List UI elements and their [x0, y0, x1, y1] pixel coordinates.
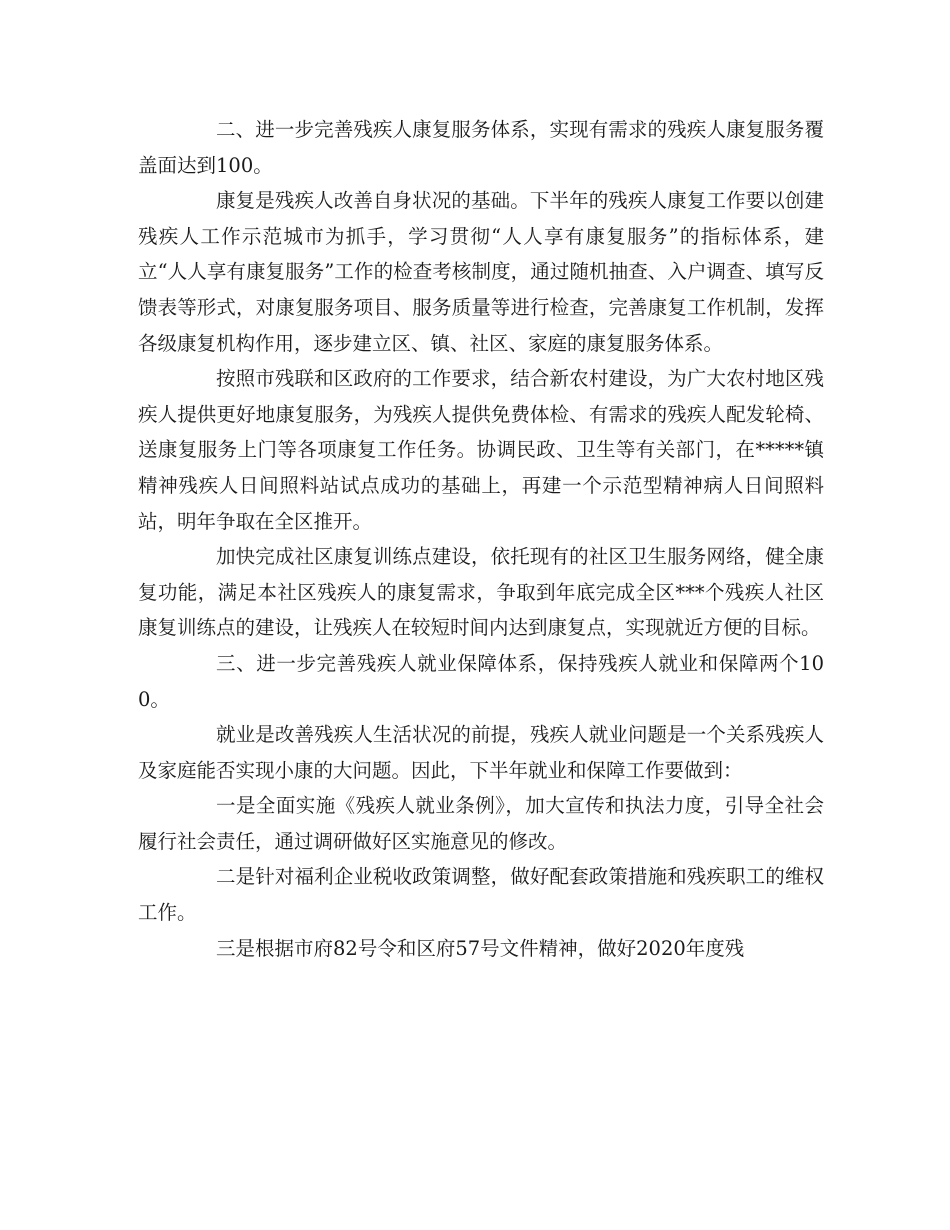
paragraph-employment-premise: 就业是改善残疾人生活状况的前提，残疾人就业问题是一个关系残疾人及家庭能否实现小康的大问题。因此，下半年就业和保障工作要做到： — [138, 723, 824, 782]
section-heading-employment: 三、进一步完善残疾人就业保障体系，保持残疾人就业和保障两个100。 — [138, 651, 824, 711]
list-item-one: 一是全面实施《残疾人就业条例》，加大宣传和执法力度，引导全社会履行社会责任，通过调研做好区实施意见的修改。 — [138, 794, 824, 853]
section-heading-rehabilitation: 二、进一步完善残疾人康复服务体系，实现有需求的残疾人康复服务覆盖面达到100。 — [138, 118, 824, 177]
paragraph-rehabilitation-basis: 康复是残疾人改善自身状况的基础。下半年的残疾人康复工作要以创建残疾人工作示范城市为抓手，学习贯彻“人人享有康复服务”的指标体系，建立“人人享有康复服务”工作的检查考核制度，通过随机抽查、入户调查、填写反馈表等形式，对康复服务项目、服务质量等进行检查，完善康复工作机制，发挥各级康复机构作用，逐步建立区、镇、社区、家庭的康复服务体系。 — [138, 189, 824, 355]
document-body — [138, 112, 824, 966]
paragraph-rural-rehabilitation: 按照市残联和区政府的工作要求，结合新农村建设，为广大农村地区残疾人提供更好地康复服务，为残疾人提供免费体检、有需求的残疾人配发轮椅、送康复服务上门等各项康复工作任务。协调民政、卫生等有关部门，在*****镇精神残疾人日间照料站试点成功的基础上，再建一个示范型精神病人日间照料站，明年争取在全区推开。 — [138, 367, 824, 533]
list-item-three: 三是根据市府82号令和区府57号文件精神，做好2020年度残 — [216, 936, 745, 960]
paragraph-community-training: 加快完成社区康复训练点建设，依托现有的社区卫生服务网络，健全康复功能，满足本社区残疾人的康复需求，争取到年底完成全区***个残疾人社区康复训练点的建设，让残疾人在较短时间内达到康复点，实现就近方便的目标。 — [138, 545, 824, 640]
list-item-two: 二是针对福利企业税收政策调整，做好配套政策措施和残疾职工的维权工作。 — [138, 865, 824, 925]
